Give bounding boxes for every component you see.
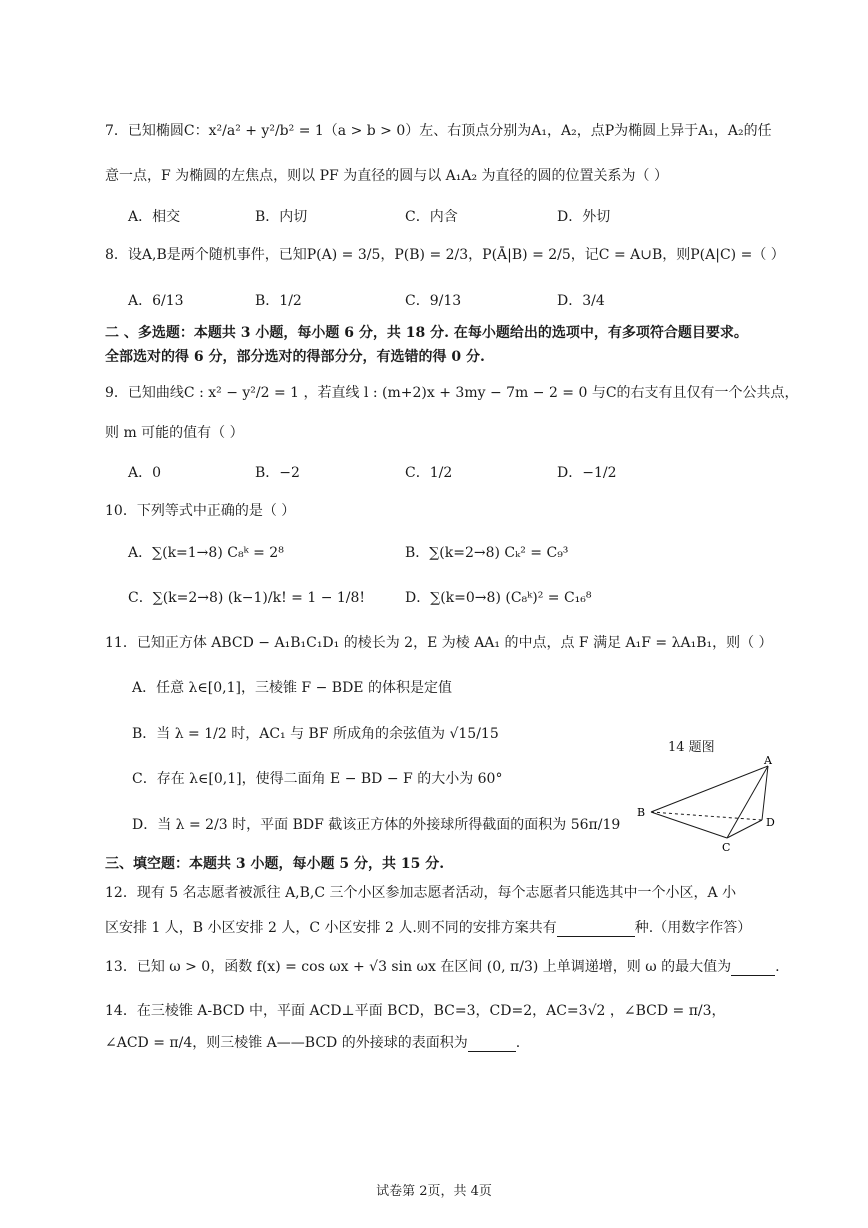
q9-option-b: B．−2 bbox=[255, 465, 300, 481]
q14-line1: 14．在三棱锥 A-BCD 中，平面 ACD⊥平面 BCD，BC=3，CD=2，AC=3√2 ，∠BCD = π/3， bbox=[105, 1003, 726, 1019]
q7-option-d: D．外切 bbox=[557, 209, 611, 225]
q8-option-a: A．6/13 bbox=[128, 293, 184, 309]
q13-answer-blank[interactable] bbox=[731, 959, 775, 976]
section2-heading-line2: 全部选对的得 6 分，部分选对的得部分分，有选错的得 0 分. bbox=[105, 349, 485, 365]
q7-line1: 7．已知椭圆C：x²/a² + y²/b² = 1（a > b > 0）左、右顶点分别为A₁，A₂，点P为椭圆上异于A₁，A₂的任 bbox=[105, 123, 772, 139]
q11-line1: 11．已知正方体 ABCD − A₁B₁C₁D₁ 的棱长为 2，E 为棱 AA₁ 的中点，点 F 满足 A₁F = λA₁B₁，则（ ） bbox=[105, 635, 773, 651]
q8-option-b: B．1/2 bbox=[255, 293, 302, 309]
q8-line1: 8．设A,B是两个随机事件，已知P(A) = 3/5，P(B) = 2/3，P(Ā|B) = 2/5，记C = A∪B，则P(A|C) =（ ） bbox=[105, 247, 785, 263]
q9-option-a: A．0 bbox=[128, 465, 162, 481]
edge-BA bbox=[651, 766, 768, 812]
edge-BC bbox=[651, 812, 727, 838]
q14-text: ∠ACD = π/4，则三棱锥 A——BCD 的外接球的表面积为 bbox=[105, 1035, 468, 1051]
section3-heading: 三、填空题：本题共 3 小题，每小题 5 分，共 15 分. bbox=[105, 856, 445, 872]
q13-line1 bbox=[105, 956, 780, 976]
q10-option-b: B．∑(k=2→8) Cₖ² = C₉³ bbox=[405, 545, 569, 561]
q8-option-d: D．3/4 bbox=[557, 293, 605, 309]
q10-option-a: A．∑(k=1→8) C₈ᵏ = 2⁸ bbox=[128, 545, 284, 561]
q10-option-c: C．∑(k=2→8) (k−1)/k! = 1 − 1/8! bbox=[128, 590, 366, 606]
q11-option-a: A．任意 λ∈[0,1]，三棱锥 F − BDE 的体积是定值 bbox=[132, 680, 452, 696]
q12-line2 bbox=[105, 917, 751, 937]
figure14-caption: 14 题图 bbox=[668, 740, 715, 755]
vertex-label-c: C bbox=[722, 841, 731, 854]
q13-tail: . bbox=[775, 959, 780, 975]
q14-answer-blank[interactable] bbox=[468, 1035, 516, 1052]
q14-line2 bbox=[105, 1032, 520, 1052]
page-footer: 试卷第 2页，共 4页 bbox=[376, 1184, 492, 1199]
q12-answer-blank[interactable] bbox=[557, 920, 635, 937]
q10-line1: 10．下列等式中正确的是（ ） bbox=[105, 503, 296, 519]
q7-option-c: C．内含 bbox=[405, 209, 458, 225]
q11-option-c: C．存在 λ∈[0,1]，使得二面角 E − BD − F 的大小为 60° bbox=[132, 771, 503, 787]
vertex-label-d: D bbox=[766, 816, 775, 829]
vertex-label-a: A bbox=[764, 755, 772, 767]
q9-option-d: D．−1/2 bbox=[557, 465, 617, 481]
q8-option-c: C．9/13 bbox=[405, 293, 462, 309]
q12-line2-text: 区安排 1 人，B 小区安排 2 人，C 小区安排 2 人.则不同的安排方案共有 bbox=[105, 920, 557, 936]
q7-option-b: B．内切 bbox=[255, 209, 308, 225]
q10-option-d: D．∑(k=0→8) (C₈ᵏ)² = C₁₆⁸ bbox=[405, 590, 592, 606]
vertex-label-b: B bbox=[637, 806, 646, 819]
figure14-tetrahedron bbox=[625, 755, 785, 855]
q7-option-a: A．相交 bbox=[128, 209, 181, 225]
q14-tail: . bbox=[515, 1035, 521, 1051]
q9-line2: 则 m 可能的值有（ ） bbox=[105, 425, 244, 441]
q9-option-c: C．1/2 bbox=[405, 465, 453, 481]
q7-line2: 意一点，F 为椭圆的左焦点，则以 PF 为直径的圆与以 A₁A₂ 为直径的圆的位置关系为（ ） bbox=[105, 168, 668, 184]
q11-option-d: D．当 λ = 2/3 时，平面 BDF 截该正方体的外接球所得截面的面积为 56π/19 bbox=[132, 817, 621, 833]
q12-line2-tail: 种.（用数字作答） bbox=[634, 920, 752, 936]
q9-line1: 9．已知曲线C : x² − y²/2 = 1 ，若直线 l : (m+2)x + 3my − 7m − 2 = 0 与C的右支有且仅有一个公共点， bbox=[105, 385, 799, 401]
q11-option-b: B．当 λ = 1/2 时，AC₁ 与 BF 所成角的余弦值为 √15/15 bbox=[132, 726, 499, 742]
section2-heading-line1: 二 、多选题：本题共 3 小题，每小题 6 分，共 18 分. 在每小题给出的选项中，有多项符合题目要求。 bbox=[105, 325, 748, 341]
q12-line1: 12．现有 5 名志愿者被派往 A,B,C 三个小区参加志愿者活动，每个志愿者只能选其中一个小区，A 小 bbox=[105, 885, 737, 901]
q13-text: 13．已知 ω > 0，函数 f(x) = cos ωx + √3 sin ωx 在区间 (0, π/3) 上单调递增，则 ω 的最大值为 bbox=[105, 959, 732, 975]
edge-BD-hidden bbox=[651, 812, 762, 820]
